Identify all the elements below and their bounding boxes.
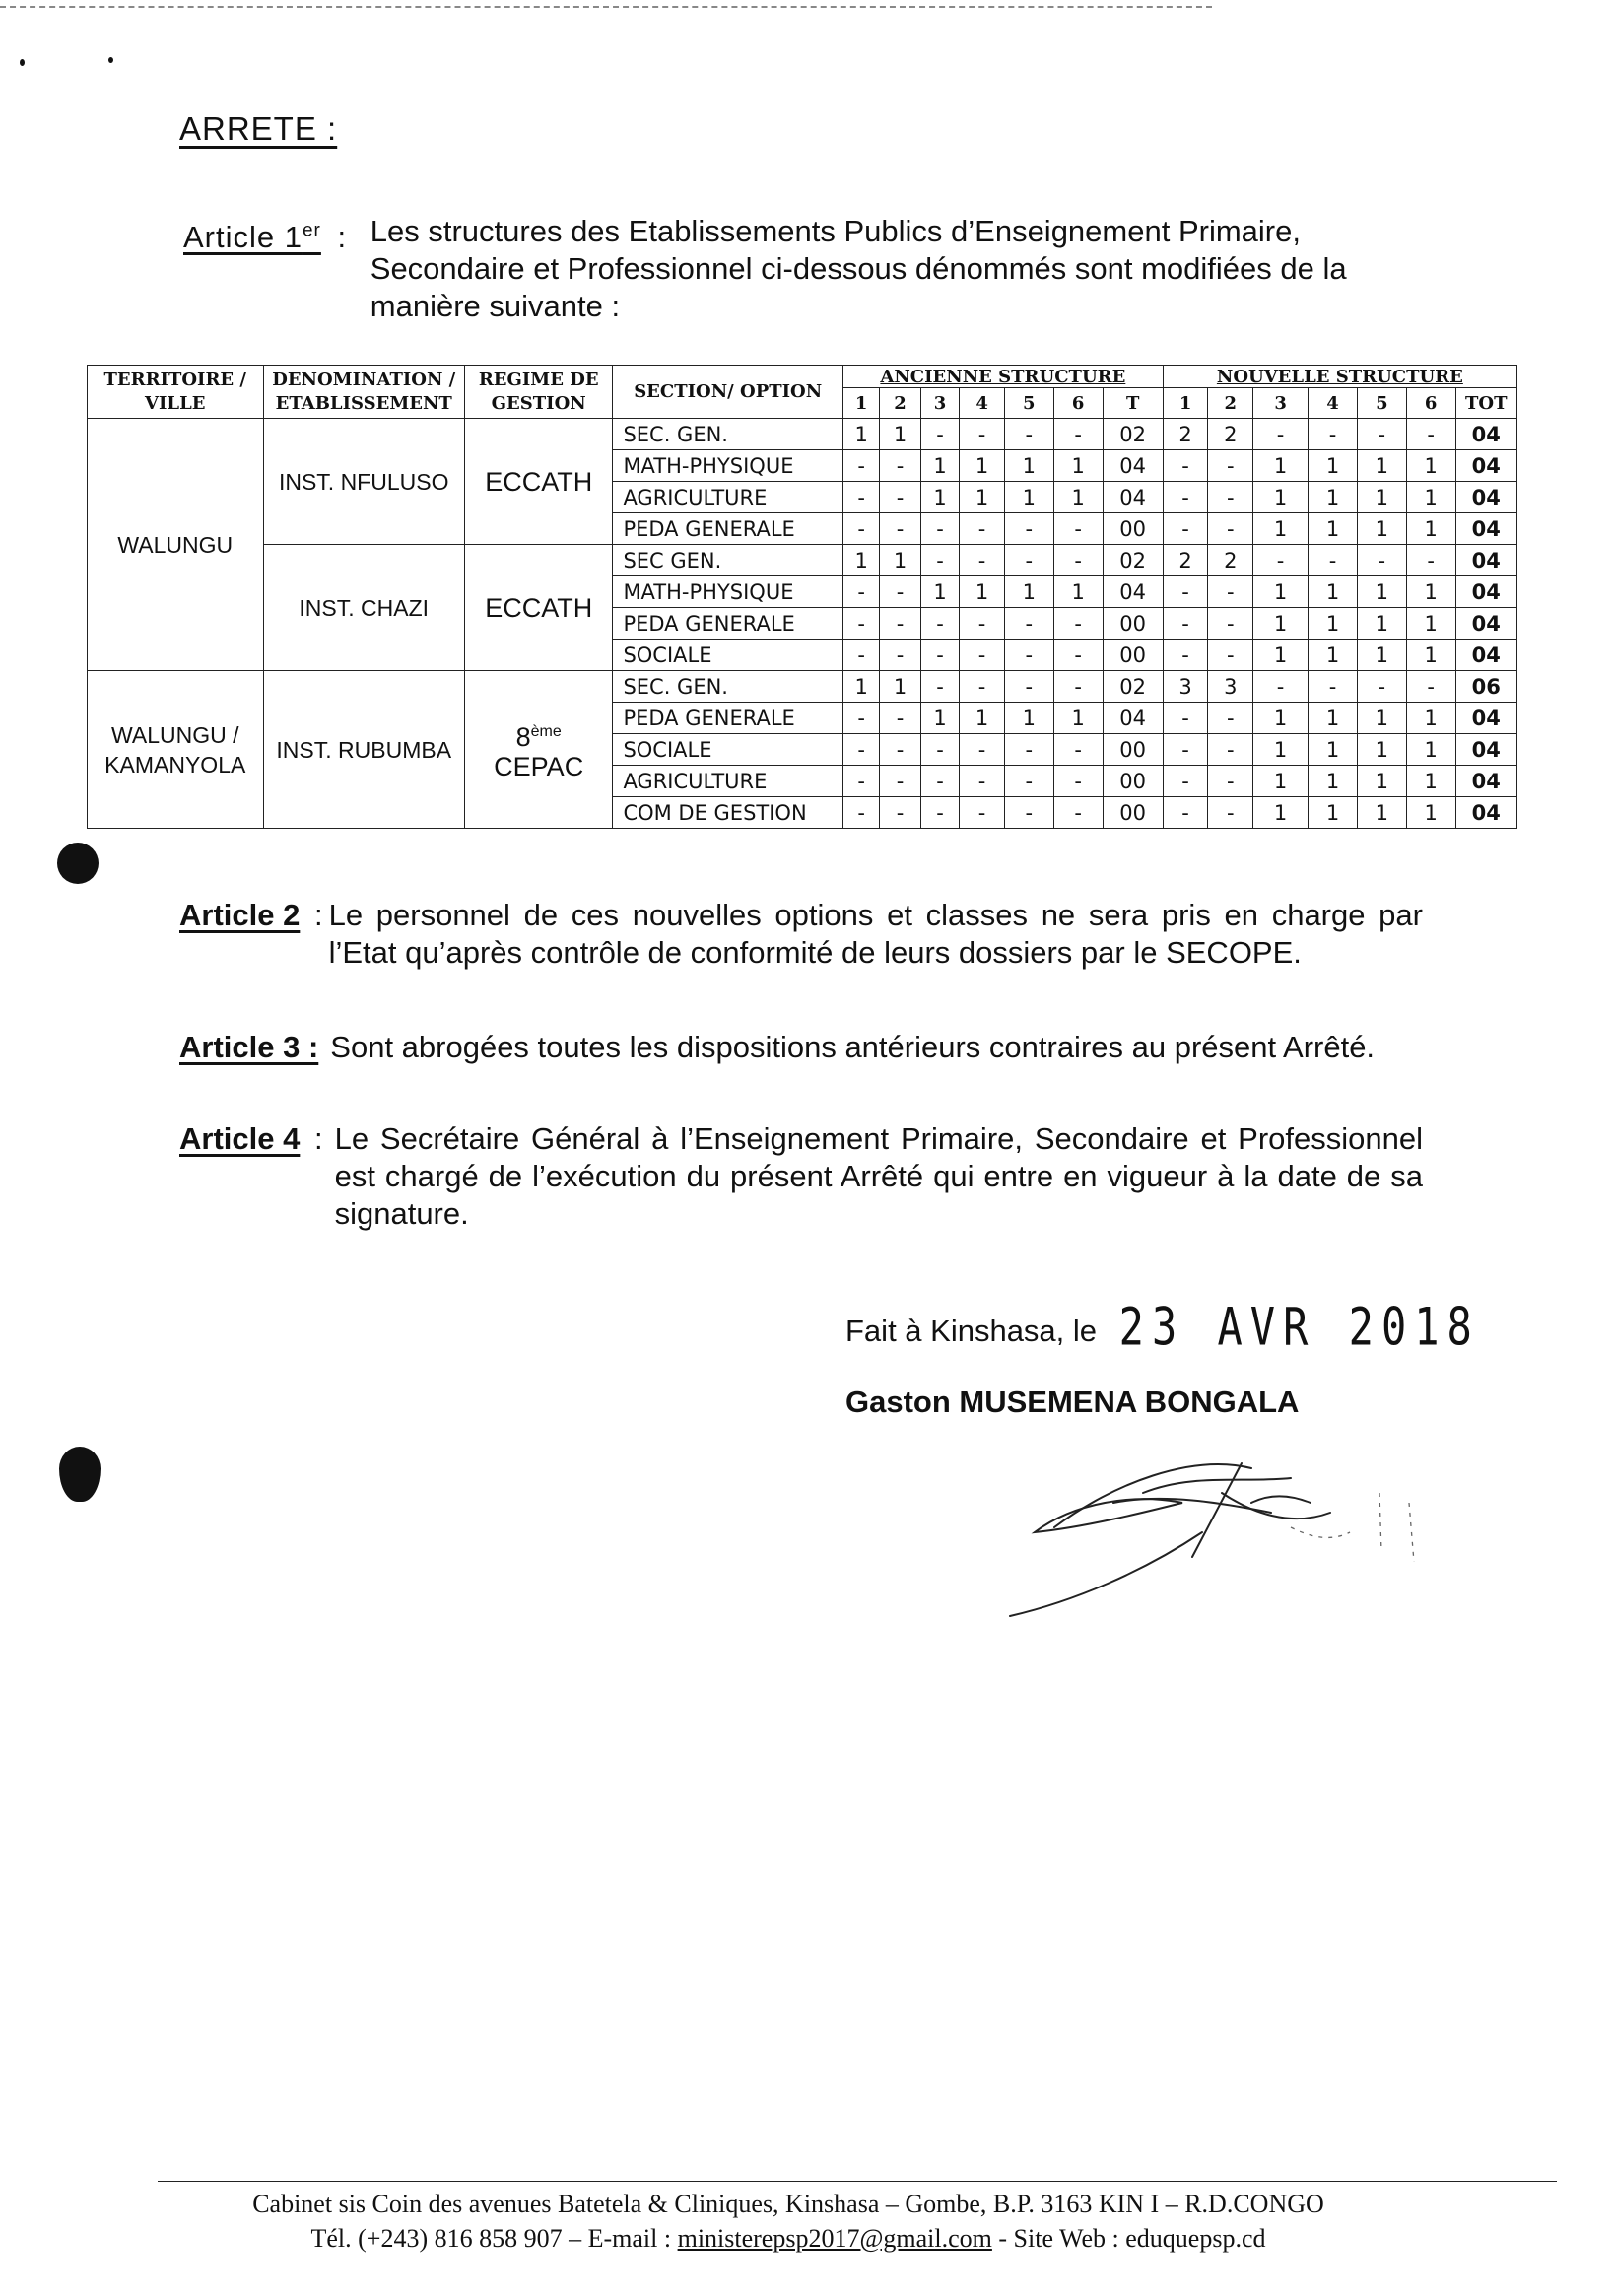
article-2-separator: :: [313, 898, 323, 932]
nouvelle-value-cell: 1: [1406, 608, 1455, 640]
nouvelle-value-cell: -: [1163, 482, 1208, 513]
nouvelle-value-cell: -: [1253, 545, 1309, 576]
nouvelle-value-cell: -: [1208, 450, 1253, 482]
nouvelle-value-cell: -: [1163, 640, 1208, 671]
place-text: Fait à Kinshasa, le: [845, 1314, 1098, 1348]
nouvelle-value-cell: -: [1309, 545, 1358, 576]
ancienne-value-cell: 00: [1103, 734, 1163, 766]
ancienne-value-cell: -: [960, 545, 1005, 576]
nouvelle-value-cell: 1: [1309, 640, 1358, 671]
ancienne-value-cell: -: [920, 513, 959, 545]
header-regime: REGIME DE GESTION: [464, 366, 612, 419]
ancienne-value-cell: 1: [1004, 576, 1053, 608]
ancienne-value-cell: -: [1053, 419, 1103, 450]
ancienne-value-cell: -: [960, 608, 1005, 640]
ancienne-value-cell: 1: [1053, 482, 1103, 513]
ancienne-value-cell: -: [842, 766, 879, 797]
ancienne-value-cell: 04: [1103, 576, 1163, 608]
nouvelle-value-cell: 1: [1406, 576, 1455, 608]
decree-heading: ARRETE :: [179, 110, 338, 147]
ancienne-value-cell: 1: [960, 450, 1005, 482]
nouvelle-value-cell: 04: [1455, 419, 1516, 450]
punch-hole-mark: [59, 1447, 101, 1502]
nouvelle-value-cell: 04: [1455, 734, 1516, 766]
ancienne-value-cell: 1: [1004, 450, 1053, 482]
regime-cell: [464, 419, 612, 545]
ancienne-value-cell: -: [920, 797, 959, 829]
section-option-cell: AGRICULTURE: [613, 482, 843, 513]
article-2-label: Article 2: [179, 898, 301, 932]
scan-top-edge: [0, 6, 1212, 8]
section-option-cell: AGRICULTURE: [613, 766, 843, 797]
ancienne-value-cell: 1: [1053, 450, 1103, 482]
nouvelle-value-cell: 1: [1253, 640, 1309, 671]
ancienne-value-cell: 1: [842, 671, 879, 703]
nouvelle-value-cell: 04: [1455, 482, 1516, 513]
nouvelle-value-cell: 04: [1455, 640, 1516, 671]
ancienne-value-cell: 1: [920, 482, 959, 513]
ancienne-value-cell: -: [842, 703, 879, 734]
nouvelle-value-cell: 1: [1406, 513, 1455, 545]
ancienne-value-cell: -: [880, 797, 921, 829]
regime-name: CEPAC: [494, 752, 584, 781]
ancienne-value-cell: 04: [1103, 450, 1163, 482]
article-2: [179, 897, 1423, 972]
nouvelle-value-cell: 04: [1455, 797, 1516, 829]
nouvelle-value-cell: 1: [1406, 797, 1455, 829]
nouvelle-value-cell: 1: [1309, 576, 1358, 608]
nouvelle-value-cell: 1: [1357, 640, 1406, 671]
nouvelle-value-cell: -: [1163, 608, 1208, 640]
nouvelle-value-cell: -: [1163, 766, 1208, 797]
ancienne-value-cell: -: [1004, 734, 1053, 766]
nouvelle-col-header: TOT: [1455, 388, 1516, 419]
nouvelle-value-cell: 2: [1163, 545, 1208, 576]
nouvelle-value-cell: 04: [1455, 513, 1516, 545]
nouvelle-value-cell: -: [1208, 482, 1253, 513]
article-2-text: Le personnel de ces nouvelles options et classes ne sera pris en charge par l’Etat qu’après contrôle de conformité de leurs dossiers par le SECOPE.: [328, 898, 1423, 970]
article-3-text: Sont abrogées toutes les dispositions antérieurs contraires au présent Arrêté.: [330, 1030, 1376, 1064]
nouvelle-col-header: 1: [1163, 388, 1208, 419]
ancienne-value-cell: -: [1004, 797, 1053, 829]
table-row: [88, 419, 1517, 450]
nouvelle-value-cell: -: [1208, 703, 1253, 734]
ancienne-value-cell: 1: [1053, 703, 1103, 734]
nouvelle-value-cell: 1: [1406, 734, 1455, 766]
nouvelle-value-cell: -: [1309, 671, 1358, 703]
etablissement-cell: INST. CHAZI: [263, 545, 464, 671]
header-denomination: DENOMINATION / ETABLISSEMENT: [263, 366, 464, 419]
section-option-cell: SEC GEN.: [613, 545, 843, 576]
ancienne-value-cell: -: [1053, 766, 1103, 797]
nouvelle-value-cell: 04: [1455, 576, 1516, 608]
section-option-cell: PEDA GENERALE: [613, 608, 843, 640]
ancienne-value-cell: -: [920, 640, 959, 671]
article-3: [179, 1029, 1423, 1066]
scan-speck: [108, 57, 113, 63]
nouvelle-value-cell: 1: [1309, 734, 1358, 766]
nouvelle-value-cell: 1: [1253, 513, 1309, 545]
nouvelle-value-cell: 1: [1406, 766, 1455, 797]
ancienne-value-cell: 1: [920, 450, 959, 482]
nouvelle-value-cell: 3: [1208, 671, 1253, 703]
etablissement-cell: INST. NFULUSO: [263, 419, 464, 545]
ancienne-value-cell: 1: [1004, 703, 1053, 734]
ancienne-value-cell: -: [880, 450, 921, 482]
ancienne-value-cell: -: [842, 513, 879, 545]
nouvelle-value-cell: -: [1406, 671, 1455, 703]
nouvelle-value-cell: -: [1208, 640, 1253, 671]
nouvelle-value-cell: 1: [1309, 513, 1358, 545]
regime-superscript: ème: [530, 723, 562, 740]
ancienne-value-cell: -: [1004, 640, 1053, 671]
section-option-cell: MATH-PHYSIQUE: [613, 576, 843, 608]
ancienne-value-cell: 00: [1103, 640, 1163, 671]
nouvelle-value-cell: 1: [1253, 703, 1309, 734]
ancienne-col-header: 5: [1004, 388, 1053, 419]
nouvelle-value-cell: 1: [1309, 703, 1358, 734]
section-option-cell: SEC. GEN.: [613, 419, 843, 450]
ancienne-col-header: T: [1103, 388, 1163, 419]
signer-name: Gaston MUSEMENA BONGALA: [845, 1384, 1300, 1419]
ancienne-value-cell: -: [1053, 640, 1103, 671]
nouvelle-value-cell: 1: [1406, 703, 1455, 734]
regime-prefix: 8: [515, 722, 531, 752]
nouvelle-value-cell: 1: [1253, 482, 1309, 513]
ancienne-value-cell: 1: [960, 482, 1005, 513]
nouvelle-value-cell: 1: [1253, 608, 1309, 640]
territoire-cell: WALUNGU / KAMANYOLA: [88, 671, 264, 829]
ancienne-value-cell: -: [1004, 671, 1053, 703]
nouvelle-value-cell: -: [1208, 734, 1253, 766]
nouvelle-value-cell: 1: [1357, 734, 1406, 766]
ancienne-value-cell: -: [1053, 608, 1103, 640]
regime-cell: [464, 671, 612, 829]
nouvelle-value-cell: -: [1163, 797, 1208, 829]
section-option-cell: PEDA GENERALE: [613, 703, 843, 734]
ancienne-value-cell: -: [1004, 545, 1053, 576]
footer-address: Cabinet sis Coin des avenues Batetela & Cliniques, Kinshasa – Gombe, B.P. 3163 KIN I – R.D.CONGO: [252, 2190, 1324, 2218]
ancienne-value-cell: -: [960, 419, 1005, 450]
nouvelle-value-cell: -: [1357, 671, 1406, 703]
ancienne-value-cell: 00: [1103, 766, 1163, 797]
ancienne-value-cell: 1: [920, 576, 959, 608]
place-and-date: [845, 1296, 1480, 1358]
territoire-cell: WALUNGU: [88, 419, 264, 671]
nouvelle-value-cell: -: [1253, 671, 1309, 703]
nouvelle-value-cell: 1: [1309, 608, 1358, 640]
ancienne-value-cell: -: [960, 797, 1005, 829]
nouvelle-value-cell: 1: [1357, 608, 1406, 640]
nouvelle-value-cell: -: [1163, 513, 1208, 545]
footer-email-link[interactable]: ministerepsp2017@gmail.com: [677, 2224, 992, 2253]
regime-name: ECCATH: [485, 466, 593, 497]
nouvelle-value-cell: 04: [1455, 545, 1516, 576]
nouvelle-value-cell: 1: [1253, 450, 1309, 482]
footer-contact: [158, 2224, 1419, 2254]
ancienne-value-cell: -: [960, 671, 1005, 703]
etablissement-cell: INST. RUBUMBA: [263, 671, 464, 829]
regime-cell: [464, 545, 612, 671]
ancienne-value-cell: -: [920, 419, 959, 450]
ancienne-col-header: 6: [1053, 388, 1103, 419]
ancienne-value-cell: 02: [1103, 671, 1163, 703]
section-option-cell: PEDA GENERALE: [613, 513, 843, 545]
ancienne-value-cell: 1: [842, 545, 879, 576]
ancienne-value-cell: 1: [920, 703, 959, 734]
nouvelle-value-cell: 1: [1406, 450, 1455, 482]
nouvelle-value-cell: 2: [1208, 419, 1253, 450]
nouvelle-value-cell: -: [1406, 419, 1455, 450]
header-section: SECTION/ OPTION: [613, 366, 843, 419]
ancienne-value-cell: -: [880, 513, 921, 545]
ancienne-value-cell: -: [880, 576, 921, 608]
nouvelle-value-cell: 04: [1455, 450, 1516, 482]
ancienne-value-cell: -: [1053, 671, 1103, 703]
ancienne-value-cell: 02: [1103, 419, 1163, 450]
nouvelle-col-header: 6: [1406, 388, 1455, 419]
nouvelle-value-cell: 1: [1253, 797, 1309, 829]
article-4-separator: :: [313, 1121, 323, 1156]
nouvelle-value-cell: 1: [1357, 703, 1406, 734]
header-nouvelle-structure: NOUVELLE STRUCTURE: [1163, 366, 1516, 388]
ancienne-value-cell: -: [880, 640, 921, 671]
nouvelle-value-cell: 1: [1253, 576, 1309, 608]
nouvelle-value-cell: 1: [1357, 450, 1406, 482]
header-territoire: TERRITOIRE / VILLE: [88, 366, 264, 419]
nouvelle-col-header: 2: [1208, 388, 1253, 419]
ancienne-value-cell: -: [1053, 545, 1103, 576]
section-option-cell: SOCIALE: [613, 734, 843, 766]
ancienne-value-cell: 00: [1103, 608, 1163, 640]
ancienne-value-cell: -: [880, 608, 921, 640]
ancienne-value-cell: 1: [880, 545, 921, 576]
ancienne-value-cell: -: [1053, 797, 1103, 829]
article-4-label: Article 4: [179, 1121, 301, 1156]
ancienne-value-cell: 1: [842, 419, 879, 450]
ancienne-value-cell: 1: [880, 419, 921, 450]
nouvelle-value-cell: -: [1208, 766, 1253, 797]
ancienne-value-cell: -: [842, 482, 879, 513]
ancienne-value-cell: -: [920, 671, 959, 703]
nouvelle-value-cell: 04: [1455, 608, 1516, 640]
ancienne-col-header: 4: [960, 388, 1005, 419]
nouvelle-value-cell: -: [1357, 545, 1406, 576]
ancienne-value-cell: 1: [960, 703, 1005, 734]
ancienne-value-cell: 1: [1004, 482, 1053, 513]
nouvelle-value-cell: 06: [1455, 671, 1516, 703]
handwritten-signature: [995, 1434, 1448, 1631]
nouvelle-value-cell: 1: [1253, 734, 1309, 766]
section-option-cell: SEC. GEN.: [613, 671, 843, 703]
ancienne-value-cell: -: [1004, 608, 1053, 640]
punch-hole-mark: [57, 843, 99, 884]
section-option-cell: SOCIALE: [613, 640, 843, 671]
nouvelle-col-header: 3: [1253, 388, 1309, 419]
ancienne-value-cell: -: [960, 640, 1005, 671]
ancienne-value-cell: -: [880, 734, 921, 766]
header-ancienne-structure: ANCIENNE STRUCTURE: [842, 366, 1163, 388]
ancienne-value-cell: -: [1004, 513, 1053, 545]
nouvelle-value-cell: -: [1163, 576, 1208, 608]
nouvelle-value-cell: 3: [1163, 671, 1208, 703]
footer-rule: [158, 2181, 1557, 2182]
ancienne-value-cell: -: [880, 766, 921, 797]
table-row: [88, 671, 1517, 703]
ancienne-value-cell: 00: [1103, 513, 1163, 545]
article-4: [179, 1120, 1423, 1233]
ancienne-value-cell: -: [842, 608, 879, 640]
article-3-label: Article 3 :: [179, 1030, 319, 1064]
nouvelle-value-cell: -: [1253, 419, 1309, 450]
ancienne-value-cell: 1: [960, 576, 1005, 608]
nouvelle-value-cell: 1: [1357, 576, 1406, 608]
ancienne-value-cell: 1: [880, 671, 921, 703]
nouvelle-value-cell: -: [1406, 545, 1455, 576]
ancienne-value-cell: -: [842, 450, 879, 482]
scan-speck: [20, 59, 25, 66]
ancienne-value-cell: -: [842, 576, 879, 608]
ancienne-value-cell: -: [1004, 419, 1053, 450]
ancienne-col-header: 1: [842, 388, 879, 419]
ancienne-value-cell: -: [920, 734, 959, 766]
nouvelle-value-cell: 1: [1406, 482, 1455, 513]
nouvelle-value-cell: 1: [1357, 482, 1406, 513]
ancienne-value-cell: -: [880, 482, 921, 513]
nouvelle-value-cell: 1: [1309, 450, 1358, 482]
nouvelle-value-cell: -: [1208, 797, 1253, 829]
nouvelle-value-cell: -: [1208, 608, 1253, 640]
nouvelle-value-cell: 04: [1455, 703, 1516, 734]
ancienne-col-header: 2: [880, 388, 921, 419]
nouvelle-value-cell: 1: [1357, 766, 1406, 797]
regime-name: ECCATH: [485, 592, 593, 623]
nouvelle-value-cell: 1: [1253, 766, 1309, 797]
ancienne-value-cell: 1: [1053, 576, 1103, 608]
article-1-text: Les structures des Etablissements Publics d’Enseignement Primaire, Secondaire et Professionnel ci-dessous dénommés sont modifiées de la manière suivante :: [370, 214, 1347, 323]
ancienne-value-cell: 00: [1103, 797, 1163, 829]
nouvelle-value-cell: 2: [1163, 419, 1208, 450]
ancienne-value-cell: -: [842, 734, 879, 766]
ancienne-value-cell: -: [1004, 766, 1053, 797]
ancienne-col-header: 3: [920, 388, 959, 419]
nouvelle-value-cell: 1: [1357, 797, 1406, 829]
structure-table: [87, 365, 1517, 829]
nouvelle-value-cell: -: [1208, 576, 1253, 608]
ancienne-value-cell: -: [1053, 513, 1103, 545]
ancienne-value-cell: -: [960, 513, 1005, 545]
ancienne-value-cell: 04: [1103, 703, 1163, 734]
ancienne-value-cell: -: [1053, 734, 1103, 766]
ancienne-value-cell: 02: [1103, 545, 1163, 576]
nouvelle-value-cell: -: [1357, 419, 1406, 450]
nouvelle-value-cell: 1: [1406, 640, 1455, 671]
nouvelle-value-cell: -: [1163, 450, 1208, 482]
table-row: [88, 545, 1517, 576]
nouvelle-value-cell: -: [1309, 419, 1358, 450]
nouvelle-value-cell: 1: [1309, 797, 1358, 829]
nouvelle-value-cell: 1: [1357, 513, 1406, 545]
article-1-label: Article 1er: [183, 220, 321, 255]
nouvelle-value-cell: 2: [1208, 545, 1253, 576]
nouvelle-value-cell: -: [1208, 513, 1253, 545]
ancienne-value-cell: -: [960, 766, 1005, 797]
nouvelle-value-cell: -: [1163, 703, 1208, 734]
footer-website: - Site Web : eduquepsp.cd: [991, 2224, 1266, 2253]
section-option-cell: MATH-PHYSIQUE: [613, 450, 843, 482]
nouvelle-col-header: 4: [1309, 388, 1358, 419]
ancienne-value-cell: -: [842, 797, 879, 829]
ancienne-value-cell: -: [880, 703, 921, 734]
section-option-cell: COM DE GESTION: [613, 797, 843, 829]
article-4-text: Le Secrétaire Général à l’Enseignement Primaire, Secondaire et Professionnel est chargé de l’exécution du présent Arrêté qui entre en vigueur à la date de sa signature.: [334, 1121, 1423, 1231]
ancienne-value-cell: -: [920, 608, 959, 640]
footer-phone: Tél. (+243) 816 858 907 – E-mail :: [310, 2224, 678, 2253]
nouvelle-value-cell: 04: [1455, 766, 1516, 797]
article-1-separator: :: [337, 220, 347, 255]
ancienne-value-cell: 04: [1103, 482, 1163, 513]
nouvelle-value-cell: 1: [1309, 482, 1358, 513]
nouvelle-value-cell: -: [1163, 734, 1208, 766]
ancienne-value-cell: -: [842, 640, 879, 671]
ancienne-value-cell: -: [920, 766, 959, 797]
nouvelle-value-cell: 1: [1309, 766, 1358, 797]
ancienne-value-cell: -: [960, 734, 1005, 766]
handwritten-date: 23 AVR 2018: [1118, 1296, 1480, 1358]
ancienne-value-cell: -: [920, 545, 959, 576]
article-1: [183, 213, 1425, 325]
nouvelle-col-header: 5: [1357, 388, 1406, 419]
